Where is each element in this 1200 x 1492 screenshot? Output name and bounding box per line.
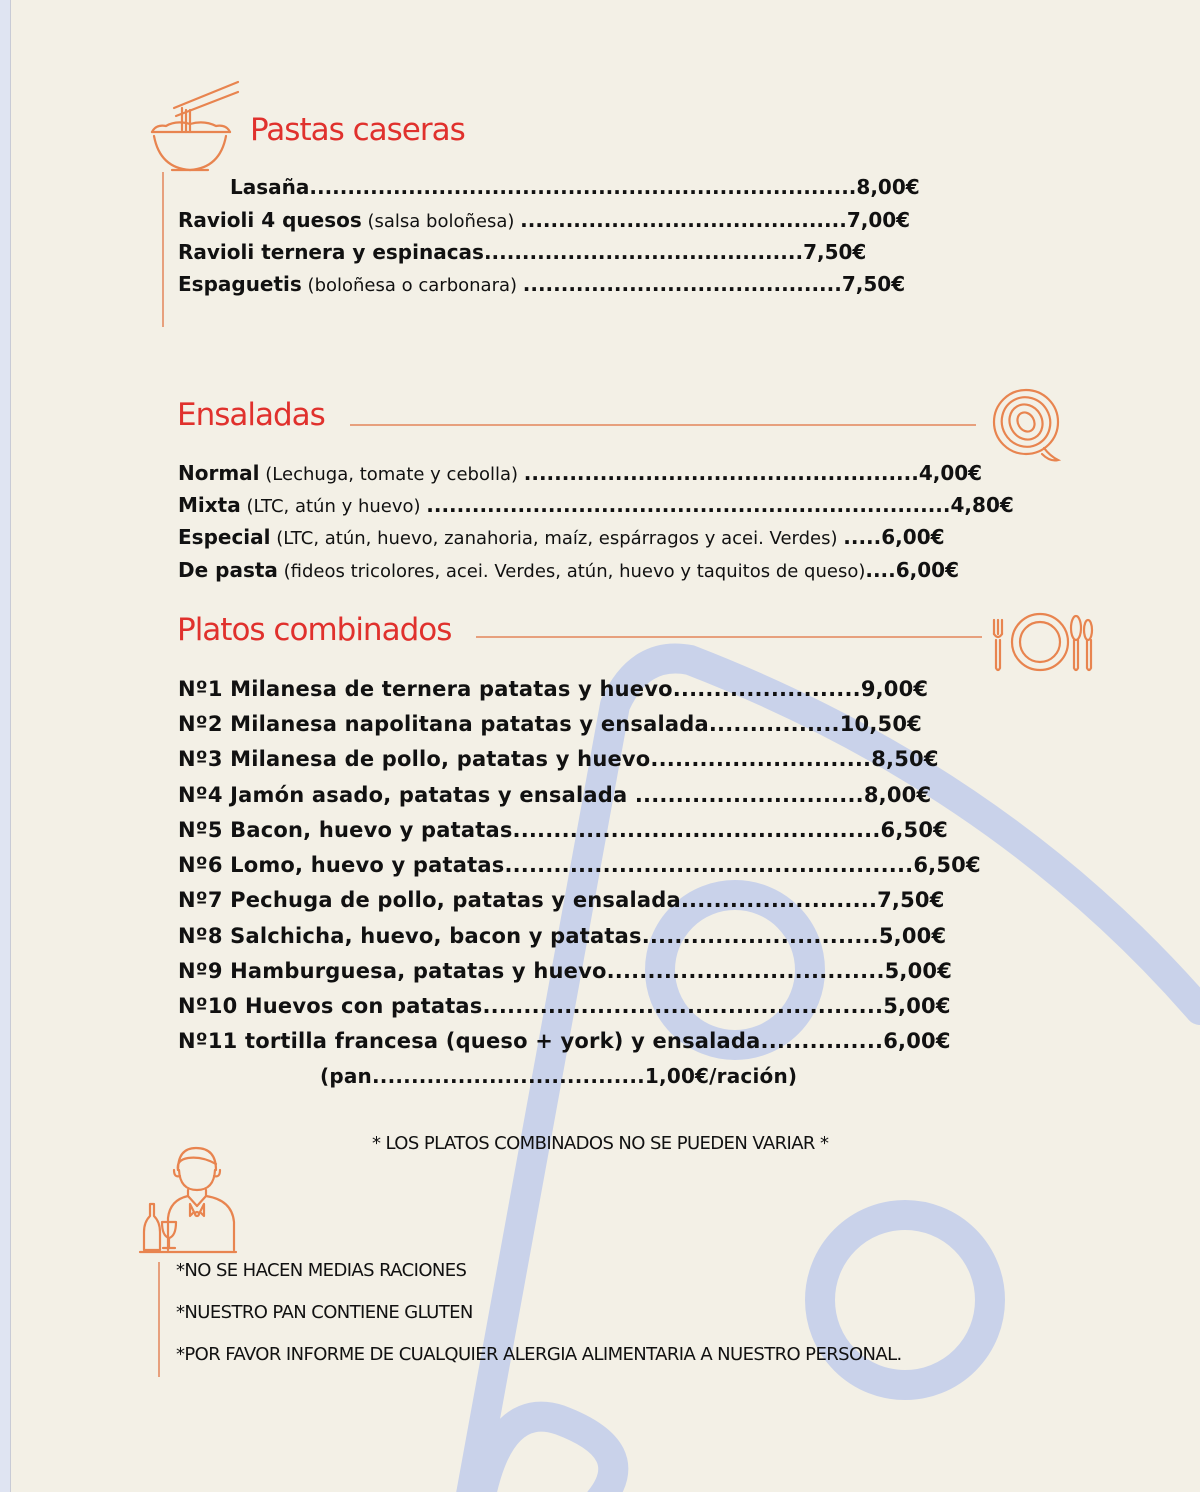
menu-item-ensalada-normal: Normal (Lechuga, tomate y cebolla) ....................................................4,00€ — [178, 461, 983, 485]
menu-item-ensalada-mixta: Mixta (LTC, atún y huevo) .....................................................................4,80€ — [178, 493, 1014, 517]
noodle-bowl-icon — [146, 80, 242, 176]
section-title-platos: Platos combinados — [177, 612, 452, 648]
combo-item-1: Nº1 Milanesa de ternera patatas y huevo.......................9,00€ — [178, 677, 929, 701]
combo-item-5: Nº5 Bacon, huevo y patatas.............................................6,50€ — [178, 818, 948, 842]
menu-item-ravioli-quesos: Ravioli 4 quesos (salsa boloñesa) ...........................................7,00€ — [178, 208, 911, 232]
onion-icon — [986, 384, 1070, 468]
pastas-divider — [162, 172, 164, 327]
plate-cutlery-icon — [988, 610, 1094, 674]
combo-item-8: Nº8 Salchicha, huevo, bacon y patatas.............................5,00€ — [178, 924, 947, 948]
combo-item-11: Nº11 tortilla francesa (queso + york) y ensalada...............6,00€ — [178, 1029, 951, 1053]
ensaladas-rule — [350, 424, 976, 426]
note-alergias: *POR FAVOR INFORME DE CUALQUIER ALERGIA ALIMENTARIA A NUESTRO PERSONAL. — [176, 1344, 902, 1365]
platos-rule — [476, 636, 982, 638]
note-pan-gluten: *NUESTRO PAN CONTIENE GLUTEN — [176, 1302, 473, 1323]
waiter-icon — [138, 1142, 242, 1254]
notes-divider — [158, 1262, 160, 1377]
combo-item-2: Nº2 Milanesa napolitana patatas y ensalada................10,50€ — [178, 712, 922, 736]
section-title-ensaladas: Ensaladas — [177, 397, 325, 433]
menu-item-espaguetis: Espaguetis (boloñesa o carbonara) ..........................................7,50€ — [178, 272, 906, 296]
combo-item-6: Nº6 Lomo, huevo y patatas..................................................6,50€ — [178, 853, 981, 877]
bread-price: (pan...................................1,00€/ración) — [320, 1064, 798, 1088]
combo-item-4: Nº4 Jamón asado, patatas y ensalada ............................8,00€ — [178, 783, 932, 807]
section-title-pastas: Pastas caseras — [250, 112, 465, 148]
menu-item-ensalada-pasta: De pasta (fideos tricolores, acei. Verdes, atún, huevo y taquitos de queso)....6,00€ — [178, 558, 960, 582]
combo-item-3: Nº3 Milanesa de pollo, patatas y huevo...........................8,50€ — [178, 747, 939, 771]
menu-item-lasana: Lasaña........................................................................8,00€ — [230, 175, 920, 199]
menu-item-ravioli-ternera: Ravioli ternera y espinacas..........................................7,50€ — [178, 240, 867, 264]
note-medias-raciones: *NO SE HACEN MEDIAS RACIONES — [176, 1260, 467, 1281]
combo-item-7: Nº7 Pechuga de pollo, patatas y ensalada........................7,50€ — [178, 888, 945, 912]
combo-warning: * LOS PLATOS COMBINADOS NO SE PUEDEN VARIAR * — [372, 1133, 829, 1154]
combo-item-9: Nº9 Hamburguesa, patatas y huevo..................................5,00€ — [178, 959, 953, 983]
menu-item-ensalada-especial: Especial (LTC, atún, huevo, zanahoria, maíz, espárragos y acei. Verdes) .....6,00€ — [178, 525, 945, 549]
combo-item-10: Nº10 Huevos con patatas.................................................5,00€ — [178, 994, 951, 1018]
